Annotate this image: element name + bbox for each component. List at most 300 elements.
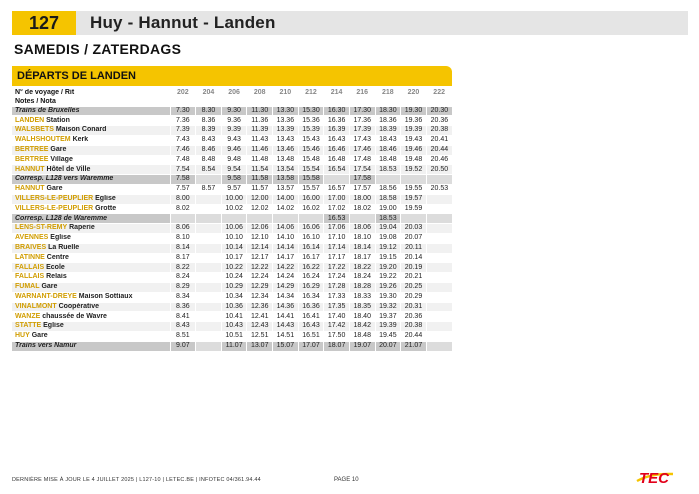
time-cell: 20.30 [426,107,452,116]
stop-commune: FALLAIS [15,273,45,281]
time-cell: 19.30 [401,107,427,116]
time-cell [196,175,222,185]
time-cell: 17.50 [324,331,350,341]
time-cell: 19.39 [401,126,427,136]
connection-label: Corresp. L128 vers Waremme [12,175,170,185]
time-cell: 16.14 [298,243,324,253]
time-cell [196,312,222,322]
stop-name: Gare [46,185,63,193]
time-cell: 20.41 [426,135,452,145]
page-number: PAGE 10 [334,477,359,483]
time-cell: 14.51 [273,331,299,341]
time-cell: 16.41 [298,312,324,322]
time-cell: 8.57 [196,184,222,194]
connection-label: Trains vers Namur [12,341,170,351]
time-cell: 12.14 [247,243,273,253]
stop-row [12,194,452,204]
time-cell: 17.57 [349,184,375,194]
time-cell: 19.22 [375,273,401,283]
logo-text: TEC [639,470,669,486]
stop-row [12,302,452,312]
time-cell: 19.43 [401,135,427,145]
time-cell: 8.06 [170,224,196,234]
time-cell [196,194,222,204]
trip-number: 216 [356,89,369,97]
time-cell [426,282,452,292]
stop-commune: BERTRÉE [15,155,49,163]
stop-name: Gare [41,283,58,291]
stop-commune: HUY [15,332,30,340]
time-cell [196,253,222,263]
trip-note [375,98,401,107]
time-cell: 15.57 [298,184,324,194]
stop-name: chaussée de Wavre [42,312,107,320]
stop-row [12,273,452,283]
time-cell: 17.24 [324,273,350,283]
stop-name: Coopérative [58,302,100,310]
time-cell: 13.39 [273,126,299,136]
stop-row [12,253,452,263]
stop-label [12,116,170,126]
time-cell: 9.43 [221,135,247,145]
timetable [12,89,452,352]
time-cell: 20.07 [375,341,401,351]
time-cell: 7.57 [170,184,196,194]
time-cell: 8.02 [170,204,196,214]
trip-number: 222 [433,89,445,97]
time-cell: 10.02 [221,204,247,214]
time-cell: 10.06 [221,224,247,234]
time-cell: 18.56 [375,184,401,194]
time-cell [324,175,350,185]
time-cell: 12.00 [247,194,273,204]
time-cell: 20.11 [401,243,427,253]
stop-row [12,155,452,165]
trip-note [196,98,222,107]
time-cell: 8.36 [196,116,222,126]
stop-row [12,145,452,155]
stop-name: Raperie [69,224,95,232]
time-cell: 8.54 [196,165,222,175]
stop-commune: WANZE [15,312,41,320]
stop-commune: BERTRÉE [15,145,49,153]
time-cell: 10.51 [221,331,247,341]
time-cell: 9.07 [170,341,196,351]
stop-commune: LANDEN [15,116,45,124]
time-cell: 19.37 [375,312,401,322]
time-cell: 19.46 [401,145,427,155]
stop-name: Eglise [43,322,64,330]
time-cell [247,214,273,224]
trip-number: 202 [177,89,189,97]
time-cell: 18.42 [349,322,375,332]
tec-logo [633,466,685,486]
stop-commune: VINALMONT [15,302,57,310]
time-cell: 12.02 [247,204,273,214]
time-cell: 10.41 [221,312,247,322]
stop-label [12,243,170,253]
time-cell: 12.10 [247,233,273,243]
stop-name: Eglise [95,194,116,202]
time-cell [196,322,222,332]
time-cell: 16.53 [324,214,350,224]
time-cell: 19.32 [375,302,401,312]
stop-name: Gare [50,145,67,153]
time-cell: 10.22 [221,263,247,273]
time-cell: 14.43 [273,322,299,332]
time-cell: 20.07 [401,233,427,243]
time-cell: 8.24 [170,273,196,283]
time-cell: 16.43 [298,322,324,332]
time-cell: 11.57 [247,184,273,194]
time-cell: 9.48 [221,155,247,165]
time-cell: 13.30 [273,107,299,116]
time-cell: 14.00 [273,194,299,204]
time-cell: 19.39 [375,322,401,332]
time-cell: 9.46 [221,145,247,155]
footer-info: DERNIÈRE MISE À JOUR LE 4 JUILLET 2025 | L127-10 | LETEC.BE | INFOTEC 04/361.94.44 [12,477,261,483]
time-cell: 17.54 [349,165,375,175]
time-cell [426,263,452,273]
time-cell: 16.46 [324,145,350,155]
time-cell: 19.55 [401,184,427,194]
time-cell [196,233,222,243]
time-cell: 18.02 [349,204,375,214]
connection-row [12,341,452,351]
stop-row [12,135,452,145]
connection-row [12,175,452,185]
time-cell: 8.10 [170,233,196,243]
time-cell: 8.43 [170,322,196,332]
time-cell: 19.00 [375,204,401,214]
section-header [12,66,452,86]
trip-note [426,98,452,107]
time-cell: 17.02 [324,204,350,214]
time-cell: 7.54 [170,165,196,175]
time-cell: 20.44 [426,145,452,155]
trip-label: N° de voyage / Rit [15,89,75,97]
time-cell: 14.36 [273,302,299,312]
stop-commune: WALSBETS [15,126,54,134]
time-cell [426,292,452,302]
stop-label [12,145,170,155]
time-cell: 10.24 [221,273,247,283]
connection-row [12,107,452,116]
time-cell: 14.06 [273,224,299,234]
time-cell [426,233,452,243]
time-cell: 8.30 [196,107,222,116]
day-title: SAMEDIS / ZATERDAGS [14,41,182,57]
time-cell: 16.06 [298,224,324,234]
stop-row [12,292,452,302]
time-cell: 13.57 [273,184,299,194]
time-cell: 18.30 [375,107,401,116]
time-cell: 13.07 [247,341,273,351]
time-cell: 12.51 [247,331,273,341]
time-cell: 18.35 [349,302,375,312]
time-cell: 15.43 [298,135,324,145]
time-cell: 15.30 [298,107,324,116]
trip-note [298,98,324,107]
time-cell: 8.00 [170,194,196,204]
time-cell: 16.29 [298,282,324,292]
time-cell: 12.06 [247,224,273,234]
time-cell: 10.29 [221,282,247,292]
time-cell: 17.14 [324,243,350,253]
time-cell [426,253,452,263]
time-cell: 8.51 [170,331,196,341]
stop-label [12,273,170,283]
connection-label: Corresp. L128 de Waremme [12,214,170,224]
time-cell [426,194,452,204]
time-cell [426,224,452,234]
time-cell: 16.34 [298,292,324,302]
time-cell: 20.38 [426,126,452,136]
trip-note [247,98,273,107]
time-cell: 17.07 [298,341,324,351]
time-cell: 17.46 [349,145,375,155]
time-cell: 19.45 [375,331,401,341]
time-cell: 7.58 [170,175,196,185]
stop-row [12,184,452,194]
trip-note [401,98,427,107]
stop-label [12,282,170,292]
stop-name: Eglise [50,234,71,242]
stop-commune: VILLERS-LE-PEUPLIER [15,204,94,212]
stop-row [12,243,452,253]
trip-number: 220 [407,89,420,97]
time-cell: 8.41 [170,312,196,322]
time-cell [375,175,401,185]
time-cell: 11.36 [247,116,273,126]
time-cell: 20.36 [401,312,427,322]
time-cell: 11.39 [247,126,273,136]
time-cell: 8.17 [170,253,196,263]
time-cell [426,175,452,185]
time-cell: 17.35 [324,302,350,312]
time-cell: 13.43 [273,135,299,145]
time-cell: 16.17 [298,253,324,263]
time-cell: 7.43 [170,135,196,145]
time-cell: 20.38 [401,322,427,332]
time-cell: 18.53 [375,214,401,224]
time-cell [298,214,324,224]
time-cell: 20.36 [426,116,452,126]
stop-row [12,126,452,136]
time-cell: 16.24 [298,273,324,283]
time-cell: 16.22 [298,263,324,273]
stop-label [12,155,170,165]
time-cell: 7.30 [170,107,196,116]
notes-label: Notes / Nota [15,97,56,105]
time-cell: 14.41 [273,312,299,322]
time-cell: 20.14 [401,253,427,263]
time-cell: 11.54 [247,165,273,175]
time-cell: 15.58 [298,175,324,185]
time-cell: 17.06 [324,224,350,234]
stop-name: Village [50,155,73,163]
time-cell: 13.58 [273,175,299,185]
stop-name: Ecole [46,263,65,271]
stop-commune: HANNUT [15,165,45,173]
time-cell: 16.43 [324,135,350,145]
time-cell: 14.14 [273,243,299,253]
time-cell: 20.21 [401,273,427,283]
stop-commune: FUMAL [15,283,40,291]
stop-label [12,331,170,341]
time-cell: 16.51 [298,331,324,341]
time-cell: 20.46 [426,155,452,165]
time-cell: 18.33 [349,292,375,302]
time-cell: 8.48 [196,155,222,165]
time-cell: 15.48 [298,155,324,165]
time-cell: 7.46 [170,145,196,155]
stop-label [12,263,170,273]
time-cell: 16.39 [324,126,350,136]
stop-commune: HANNUT [15,185,45,193]
stop-name: La Ruelle [48,243,80,251]
time-cell: 20.29 [401,292,427,302]
time-cell: 8.43 [196,135,222,145]
time-cell: 17.40 [324,312,350,322]
time-cell: 11.58 [247,175,273,185]
trip-note [273,98,299,107]
time-cell: 16.00 [298,194,324,204]
time-cell: 17.39 [349,126,375,136]
time-cell: 19.52 [401,165,427,175]
time-cell [196,302,222,312]
time-cell: 14.17 [273,253,299,263]
time-cell [196,341,222,351]
time-cell: 21.07 [401,341,427,351]
time-cell: 17.00 [324,194,350,204]
stop-commune: FALLAIS [15,263,45,271]
time-cell: 18.14 [349,243,375,253]
stop-name: Maison Sottiaux [78,292,133,300]
time-cell: 10.34 [221,292,247,302]
time-cell: 19.07 [349,341,375,351]
stop-row [12,331,452,341]
stop-commune: BRAIVES [15,243,47,251]
time-cell: 14.29 [273,282,299,292]
stop-row [12,312,452,322]
time-cell [196,214,222,224]
stop-commune: LENS-ST-REMY [15,224,68,232]
time-cell [426,331,452,341]
time-cell: 9.58 [221,175,247,185]
stop-row [12,204,452,214]
stop-label [12,126,170,136]
time-cell: 19.20 [375,263,401,273]
time-cell: 17.48 [349,155,375,165]
stop-label [12,322,170,332]
time-cell: 16.36 [298,302,324,312]
time-cell [196,282,222,292]
time-cell: 14.10 [273,233,299,243]
time-cell: 19.59 [401,204,427,214]
time-cell: 17.42 [324,322,350,332]
connection-label: Trains de Bruxelles [12,107,170,116]
time-cell: 7.36 [170,116,196,126]
stop-label [12,224,170,234]
time-cell: 18.48 [349,331,375,341]
time-cell: 10.10 [221,233,247,243]
time-cell: 11.43 [247,135,273,145]
time-cell: 20.50 [426,165,452,175]
time-cell: 12.41 [247,312,273,322]
time-cell: 13.46 [273,145,299,155]
time-cell: 16.02 [298,204,324,214]
trip-number: 206 [228,89,240,97]
time-cell: 10.00 [221,194,247,204]
time-cell: 17.43 [349,135,375,145]
time-cell [426,273,452,283]
time-cell: 18.17 [349,253,375,263]
trip-note [170,98,196,107]
time-cell [170,214,196,224]
time-cell: 9.39 [221,126,247,136]
stop-label [12,233,170,243]
connection-row [12,214,452,224]
time-cell: 12.43 [247,322,273,332]
time-cell: 17.36 [349,116,375,126]
time-cell: 7.39 [170,126,196,136]
time-cell: 13.48 [273,155,299,165]
time-cell: 15.36 [298,116,324,126]
time-cell: 19.48 [401,155,427,165]
route-number-badge: 127 [12,11,76,35]
time-cell: 20.25 [401,282,427,292]
stop-commune: STATTE [15,322,42,330]
time-cell: 9.54 [221,165,247,175]
time-cell: 19.26 [375,282,401,292]
time-cell: 12.22 [247,263,273,273]
stop-row [12,263,452,273]
notes-row [12,98,452,107]
time-cell: 8.39 [196,126,222,136]
time-cell: 18.07 [324,341,350,351]
time-cell [196,292,222,302]
time-cell: 10.43 [221,322,247,332]
time-cell: 18.06 [349,224,375,234]
time-cell [426,204,452,214]
time-cell: 17.22 [324,263,350,273]
time-cell: 9.36 [221,116,247,126]
stop-name: Station [46,116,70,124]
stop-commune: WARNANT-DREYE [15,292,77,300]
time-cell: 13.54 [273,165,299,175]
stop-commune: AVENNES [15,234,49,242]
time-cell: 13.36 [273,116,299,126]
stop-name: Grotte [95,204,117,212]
time-cell: 15.46 [298,145,324,155]
time-cell: 9.30 [221,107,247,116]
time-cell: 18.40 [349,312,375,322]
time-cell: 8.46 [196,145,222,155]
trip-number-row [12,89,452,98]
time-cell: 18.53 [375,165,401,175]
stop-commune: VILLERS-LE-PEUPLIER [15,194,94,202]
time-cell: 19.57 [401,194,427,204]
time-cell: 15.07 [273,341,299,351]
time-cell [196,204,222,214]
stop-name: Centre [46,253,69,261]
stop-commune: WALHSHOUTEM [15,136,71,144]
time-cell: 12.24 [247,273,273,283]
stop-row [12,322,452,332]
trip-number: 208 [253,89,266,97]
time-cell: 18.00 [349,194,375,204]
